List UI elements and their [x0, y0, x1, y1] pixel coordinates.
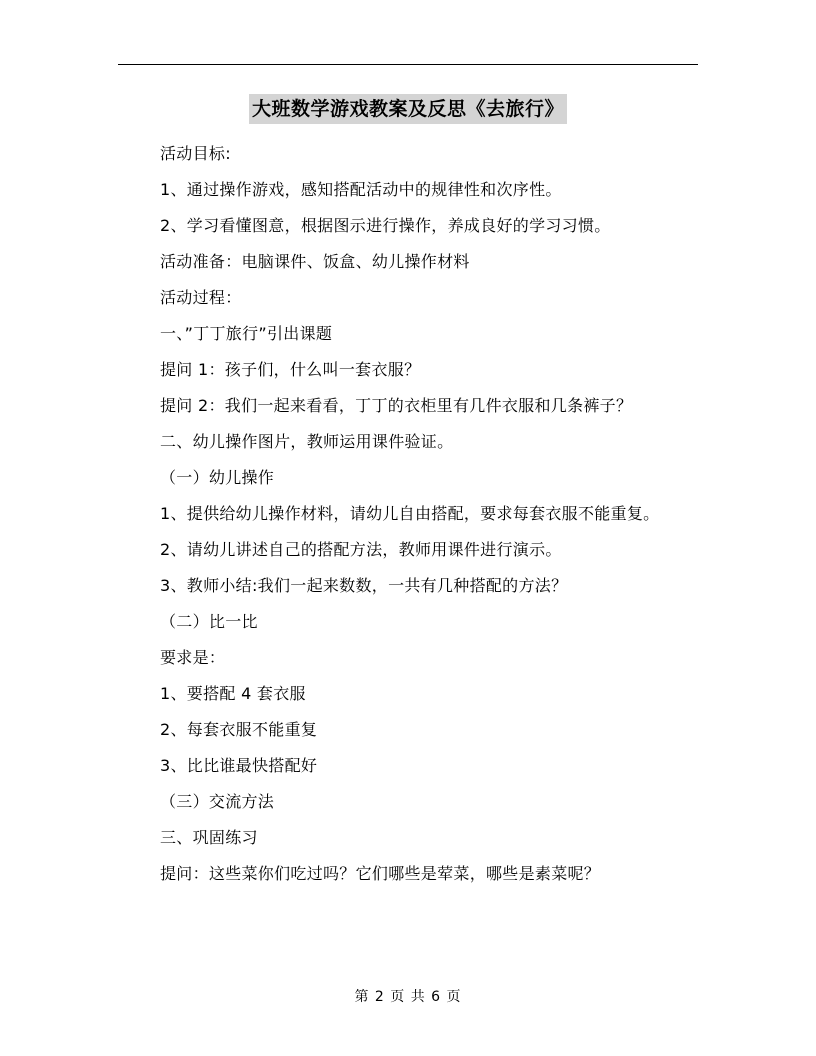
- paragraph: 活动目标:: [160, 144, 231, 163]
- paragraph: 提问：这些菜你们吃过吗？它们哪些是荤菜，哪些是素菜呢？: [160, 864, 601, 883]
- paragraph: 3、教师小结:我们一起来数数，一共有几种搭配的方法？: [160, 576, 568, 595]
- header-rule: [118, 64, 698, 65]
- page-number: 第 2 页 共 6 页: [354, 989, 462, 1005]
- section-heading: 三、巩固练习: [160, 828, 258, 847]
- paragraph: 活动准备：电脑课件、饭盒、幼儿操作材料: [160, 252, 470, 271]
- subsection-heading: （二）比一比: [160, 612, 258, 631]
- paragraph: 2、学习看懂图意，根据图示进行操作，养成良好的学习习惯。: [160, 216, 611, 235]
- section-heading: 二、幼儿操作图片，教师运用课件验证。: [160, 432, 454, 451]
- document-title: 大班数学游戏教案及反思《去旅行》: [249, 94, 567, 124]
- paragraph: 1、要搭配 4 套衣服: [160, 684, 306, 703]
- paragraph: 3、比比谁最快搭配好: [160, 756, 318, 775]
- paragraph: 2、请幼儿讲述自己的搭配方法，教师用课件进行演示。: [160, 540, 562, 559]
- subsection-heading: （一）幼儿操作: [160, 468, 275, 487]
- subsection-heading: （三）交流方法: [160, 792, 275, 811]
- document-body: [122, 136, 696, 892]
- paragraph: 提问 2：我们一起来看看，丁丁的衣柜里有几件衣服和几条裤子？: [160, 396, 633, 415]
- paragraph: 提问 1：孩子们，什么叫一套衣服？: [160, 360, 421, 379]
- paragraph: 活动过程：: [160, 288, 242, 307]
- paragraph: 1、提供给幼儿操作材料，请幼儿自由搭配，要求每套衣服不能重复。: [160, 504, 660, 523]
- section-heading: 一、”丁丁旅行”引出课题: [160, 324, 333, 343]
- title-container: [0, 94, 816, 124]
- paragraph: 要求是：: [160, 648, 226, 667]
- paragraph: 2、每套衣服不能重复: [160, 720, 318, 739]
- paragraph: 1、通过操作游戏，感知搭配活动中的规律性和次序性。: [160, 180, 562, 199]
